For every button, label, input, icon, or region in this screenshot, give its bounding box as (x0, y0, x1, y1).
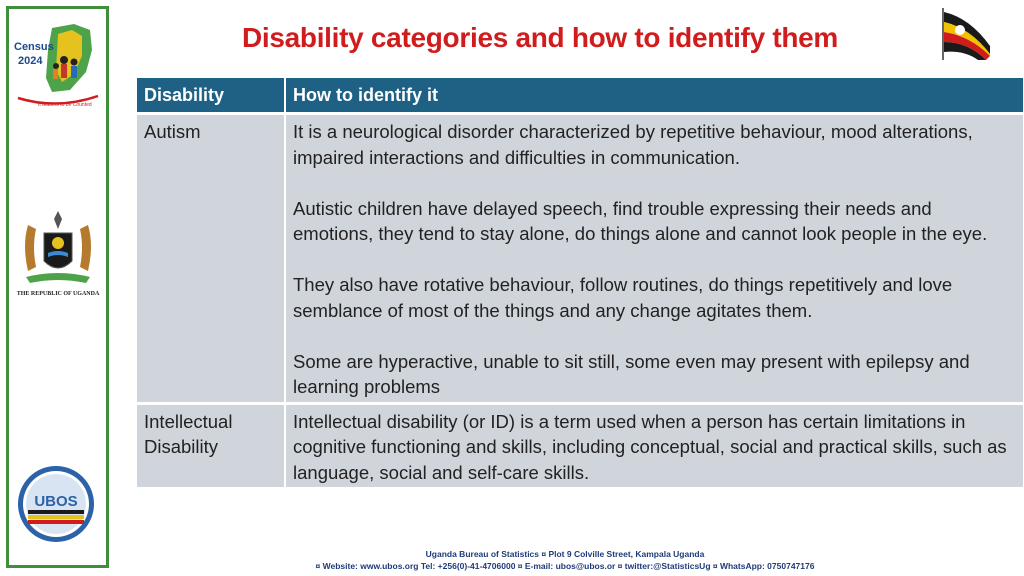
autism-paragraph: Some are hyperactive, unable to sit still, some even may present with epilepsy and learning problems (293, 350, 970, 397)
cell-identify-intellectual (285, 403, 1024, 487)
census-label: Census (14, 41, 54, 53)
page-title: Disability categories and how to identify them (241, 22, 839, 53)
footer-address: Uganda Bureau of Statistics ¤ Plot 9 Colville Street, Kampala Uganda (425, 549, 705, 559)
ubos-logo (14, 460, 98, 550)
disability-table (137, 78, 1024, 487)
table-row (137, 403, 1024, 487)
autism-paragraph: They also have rotative behaviour, follow routines, do things repetitively and love semblance of most of the things and any change agitates them. (293, 274, 953, 321)
cell-identify-autism (285, 114, 1024, 404)
intellectual-paragraph: Intellectual disability (or ID) is a term used when a person has certain limitations in cognitive functioning and skills, including conceptual, social and practical skills, such as language, social and self-care skills. (293, 410, 1007, 483)
footer-contacts: ¤ Website: www.ubos.org Tel: +256(0)-41-4706000 ¤ E-mail: ubos@ubos.or ¤ twitter:@StatisticsUg ¤ WhatsApp: 0750747176 (315, 561, 815, 571)
table-header-row (137, 78, 1024, 114)
header-how-to-identify: How to identify it (285, 78, 1024, 114)
census-tagline: It Matters to be Counted (38, 102, 92, 108)
cell-disability-autism: Autism (137, 114, 285, 404)
autism-paragraph: Autistic children have delayed speech, find trouble expressing their needs and emotions, they tend to stay alone, do things alone and cannot look people in the eye. (293, 197, 988, 244)
census-2024-logo (12, 20, 102, 110)
census-year: 2024 (18, 55, 43, 67)
coat-of-arms-caption: THE REPUBLIC OF UGANDA (16, 291, 100, 297)
uganda-coat-of-arms (14, 205, 102, 300)
table-row (137, 114, 1024, 404)
ubos-label: UBOS (34, 493, 78, 510)
header-disability: Disability (137, 78, 285, 114)
cell-disability-intellectual: Intellectual Disability (137, 403, 285, 487)
autism-paragraph: It is a neurological disorder characterized by repetitive behaviour, mood alterations, impaired interactions and difficulties in communication. (293, 121, 973, 168)
